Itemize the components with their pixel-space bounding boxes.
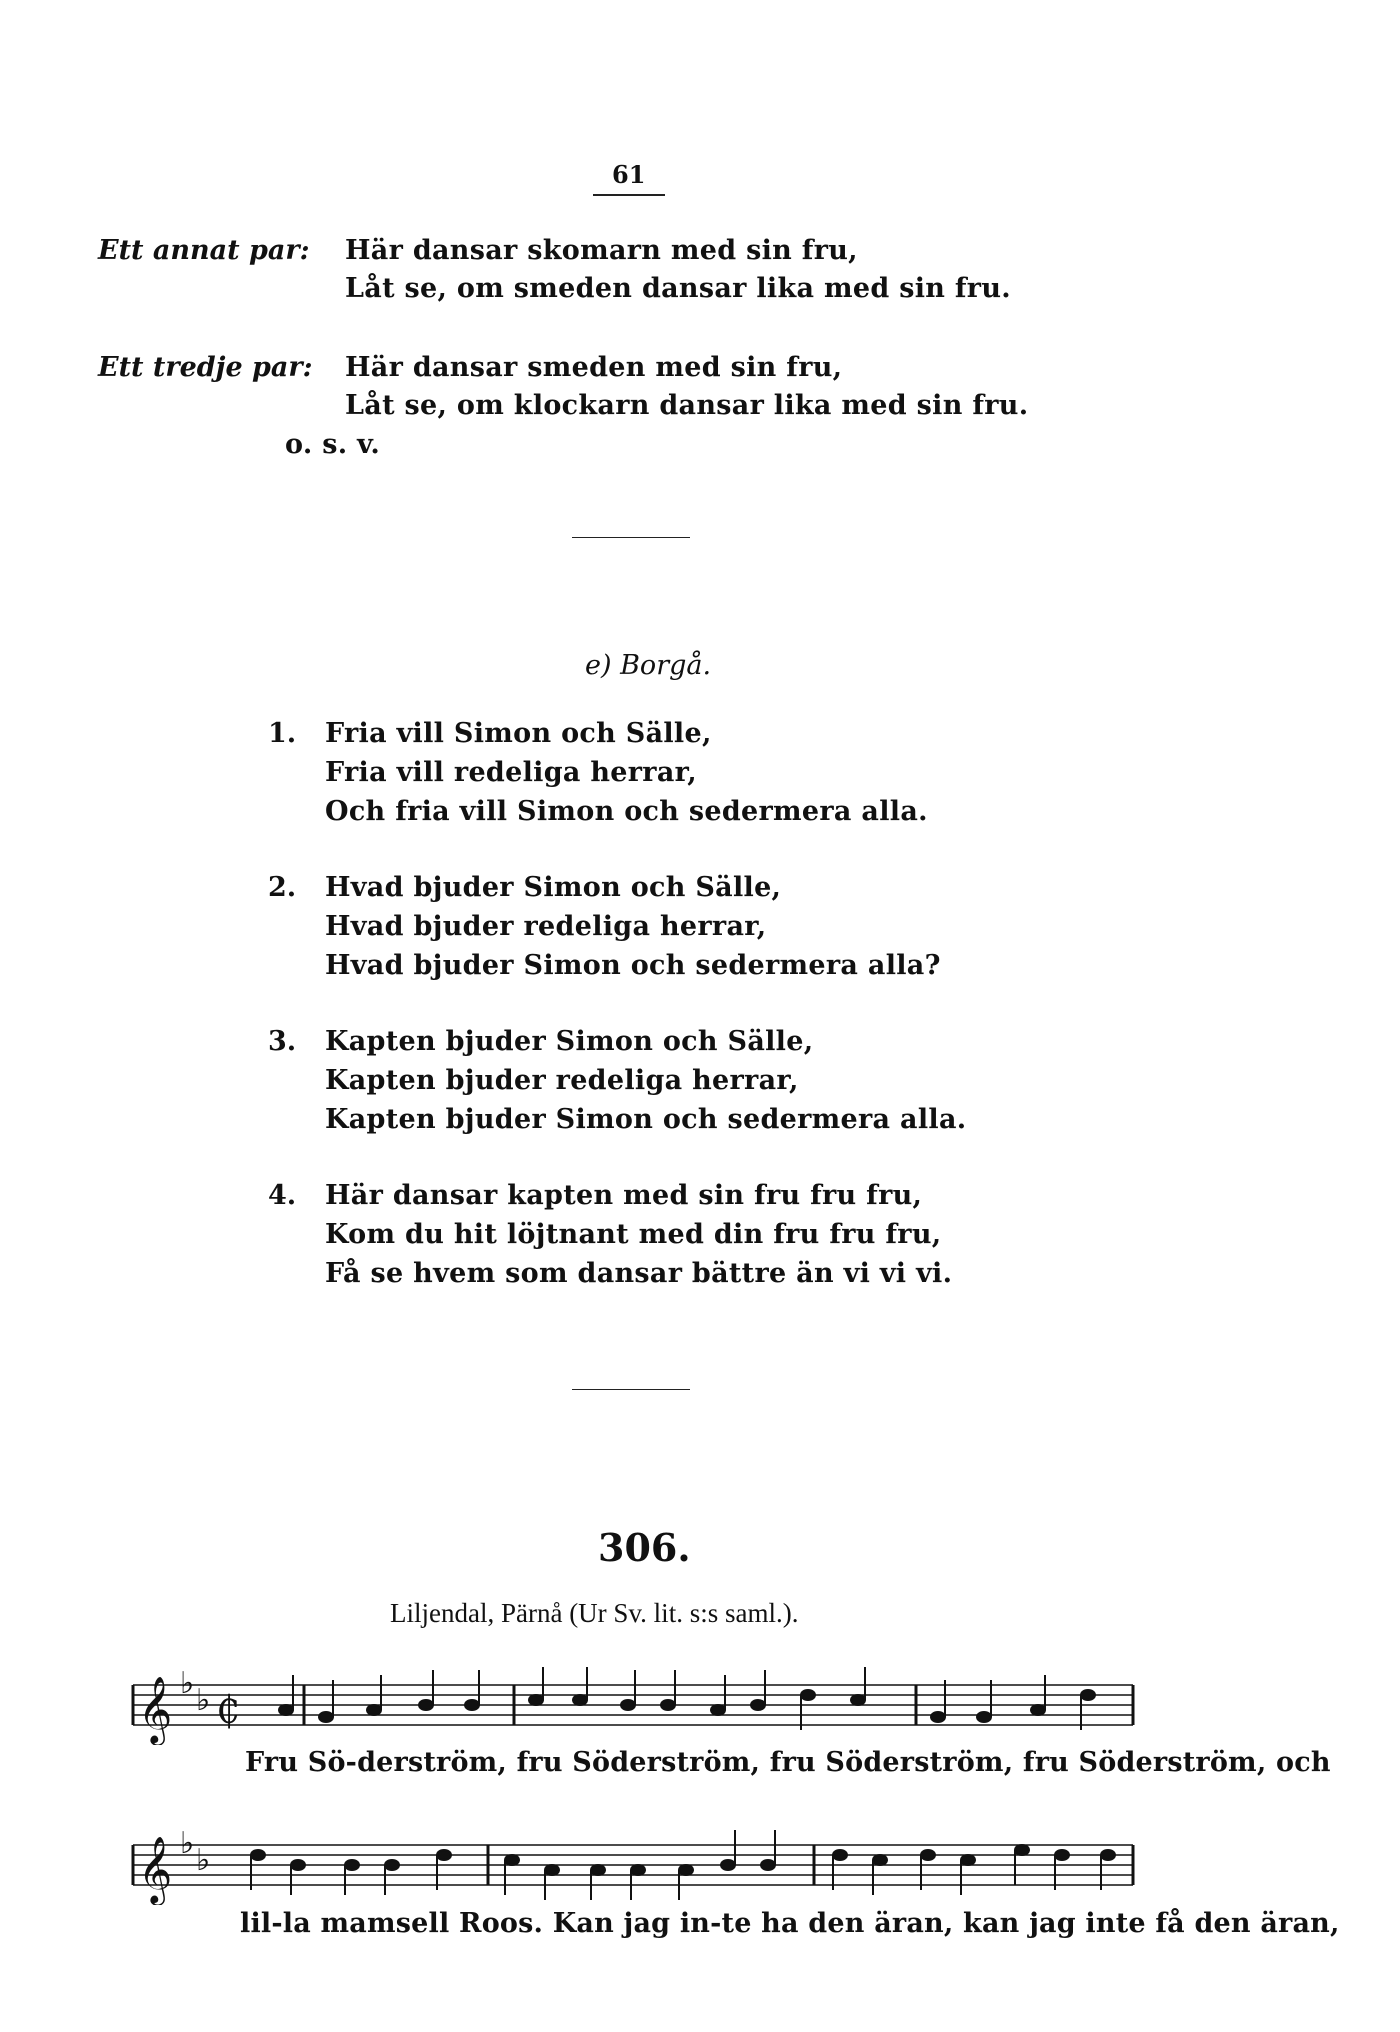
note — [711, 1705, 725, 1715]
note — [279, 1705, 293, 1715]
music-staff — [128, 1655, 1138, 1745]
verse-number: 4. — [268, 1180, 297, 1211]
cut-time-icon: ₵ — [216, 1688, 241, 1732]
page-number: 61 — [612, 160, 646, 189]
stanza-line: Här dansar skomarn med sin fru, — [345, 235, 858, 266]
note — [873, 1855, 887, 1865]
verse-number: 3. — [268, 1026, 297, 1057]
section-divider — [572, 537, 690, 538]
verse-number: 1. — [268, 718, 297, 749]
stanza-label: Ett annat par: — [98, 235, 310, 266]
flat-icon: ♭ — [196, 1843, 211, 1878]
note — [251, 1850, 265, 1860]
note — [921, 1850, 935, 1860]
note — [419, 1700, 433, 1710]
note — [801, 1690, 815, 1700]
note — [679, 1865, 693, 1875]
etc-text: o. s. v. — [285, 429, 381, 460]
note — [751, 1700, 765, 1710]
note — [621, 1700, 635, 1710]
verse-line: Och fria vill Simon och sedermera alla. — [325, 796, 928, 827]
stanza-line: Här dansar smeden med sin fru, — [345, 352, 843, 383]
page-number-underline — [593, 194, 665, 196]
verse-line: Få se hvem som dansar bättre än vi vi vi. — [325, 1258, 953, 1289]
treble-clef-icon: 𝄞 — [138, 1835, 173, 1903]
note — [1081, 1690, 1095, 1700]
stanza-line: Låt se, om klockarn dansar lika med sin fru. — [345, 390, 1029, 421]
note — [437, 1850, 451, 1860]
note — [1015, 1845, 1029, 1855]
flat-icon: ♭ — [196, 1683, 211, 1718]
section-divider — [572, 1389, 690, 1390]
verse-line: Kom du hit löjtnant med din fru fru fru, — [325, 1219, 942, 1250]
verse-line: Fria vill redeliga herrar, — [325, 757, 697, 788]
note — [931, 1712, 945, 1722]
note — [345, 1860, 359, 1870]
verse-line: Hvad bjuder Simon och sedermera alla? — [325, 950, 941, 981]
note — [833, 1850, 847, 1860]
verse-line: Hvad bjuder redeliga herrar, — [325, 911, 767, 942]
note — [1101, 1850, 1115, 1860]
note — [761, 1860, 775, 1870]
note — [591, 1865, 605, 1875]
note — [505, 1855, 519, 1865]
note — [385, 1860, 399, 1870]
note — [1031, 1705, 1045, 1715]
verse-line: Kapten bjuder Simon och sedermera alla. — [325, 1104, 967, 1135]
lyric-line: lil-la mamsell Roos. Kan jag in-te ha den äran, kan jag inte få den äran, — [240, 1908, 1340, 1939]
song-source: Liljendal, Pärnå (Ur Sv. lit. s:s saml.). — [390, 1598, 799, 1628]
subtitle: e) Borgå. — [585, 650, 712, 681]
note — [977, 1712, 991, 1722]
note — [721, 1860, 735, 1870]
note — [465, 1700, 479, 1710]
verse-number: 2. — [268, 872, 297, 903]
treble-clef-icon: 𝄞 — [138, 1675, 173, 1743]
verse-line: Här dansar kapten med sin fru fru fru, — [325, 1180, 923, 1211]
flat-icon: ♭ — [180, 1666, 195, 1701]
stanza-line: Låt se, om smeden dansar lika med sin fru. — [345, 273, 1011, 304]
verse-line: Kapten bjuder Simon och Sälle, — [325, 1026, 814, 1057]
song-number: 306. — [598, 1525, 691, 1570]
note — [851, 1695, 865, 1705]
note — [529, 1695, 543, 1705]
note — [1055, 1850, 1069, 1860]
note — [319, 1712, 333, 1722]
verse-line: Kapten bjuder redeliga herrar, — [325, 1065, 799, 1096]
verse-line: Hvad bjuder Simon och Sälle, — [325, 872, 782, 903]
note — [573, 1695, 587, 1705]
music-staff — [128, 1815, 1138, 1905]
note — [291, 1860, 305, 1870]
stanza-label: Ett tredje par: — [98, 352, 313, 383]
note — [545, 1865, 559, 1875]
flat-icon: ♭ — [180, 1826, 195, 1861]
note — [661, 1700, 675, 1710]
verse-line: Fria vill Simon och Sälle, — [325, 718, 712, 749]
lyric-line: Fru Sö-derström, fru Söderström, fru Söderström, fru Söderström, och — [245, 1747, 1331, 1778]
note — [367, 1705, 381, 1715]
note — [961, 1855, 975, 1865]
note — [631, 1865, 645, 1875]
